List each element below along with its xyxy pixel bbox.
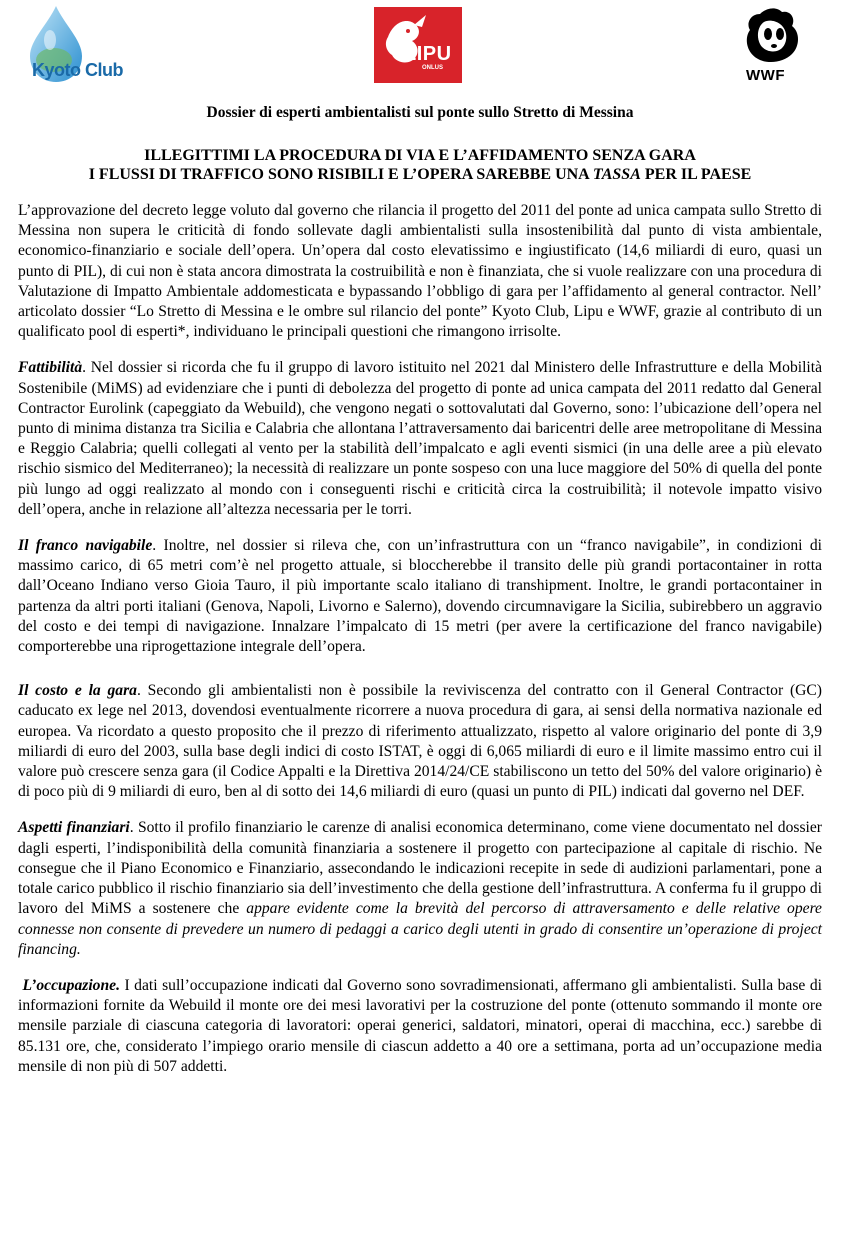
- lipu-onlus-label: ONLUS: [422, 65, 443, 71]
- headline-line-2-prefix: I FLUSSI DI TRAFFICO SONO RISIBILI E L’OPERA SAREBBE UNA: [88, 166, 593, 183]
- section-text: . Sotto il profilo finanziario le carenze di analisi economica determinano, come viene documentato nel dossier dagli esperti, l’indisponibilità della comunità finanziaria a sostenere il progetto con partecipazione al capitale di rischio. Ne consegue che il Piano Economico e Finanziario, assecondando le indicazioni recepite in sede di audizioni parlamentari, pone a totale carico pubblico il rischio finanziario sia dell’investimento che della gestione dell’infrastruttura. A conferma fu il gruppo di lavoro del MiMS a sostenere che: [18, 819, 822, 918]
- section-text: I dati sull’occupazione indicati dal Governo sono sovradimensionati, affermano gli ambientalisti. Sulla base di informazioni fornite da Webuild il monte ore dei mesi lavorativi per la costruzione del ponte (ottenuto sommando il monte ore mensile parziale di ciascuna categoria di lavoratori: operai generici, saldatori, minatori, operai di macchina, ecc.) sarebbe di 85.131 ore, che, considerato l’impiego orario mensile di ciascun addetto a 40 ore a settimana, porta ad un’occupazione media mensile di non più di 507 addetti.: [18, 976, 822, 1075]
- headline-line-2-suffix: PER IL PAESE: [640, 166, 752, 183]
- section-text: . Secondo gli ambientalisti non è possibile la reviviscenza del contratto con il General Contractor (GC) caducato ex lege nel 2013, dovendosi eventualmente ricorrere a nuova procedura di gara, ai sensi della normativa nazionale ed europea. Va ricordato a questo proposito che il prezzo di riferimento attualizzato, rispetto al valore originario del ponte di 3,9 miliardi di euro del 2003, sulla base degli indici di costo ISTAT, è oggi di 6,065 miliardi di euro e il limite massimo entro cui il valore può crescere senza gara (il Codice Appalti e la Direttiva 2014/24/CE stabiliscono un tetto del 50% del valore originario) è di poco più di 9 miliardi di euro, ben al di sotto dei 14,6 miliardi di euro (quasi un punto di PIL) indicati dal governo nel DEF.: [18, 682, 822, 801]
- section-lead: Il costo e la gara: [18, 682, 137, 700]
- dossier-title: Dossier di esperti ambientalisti sul ponte sullo Stretto di Messina: [206, 104, 634, 121]
- section-fattibilita: [18, 358, 822, 520]
- headline-line-2-italic: TASSA: [592, 166, 641, 183]
- lipu-logo: [374, 7, 462, 83]
- section-costo-gara: [18, 681, 822, 802]
- headline-line-1: ILLEGITTIMI LA PROCEDURA DI VIA E L’AFFIDAMENTO SENZA GARA: [144, 147, 696, 164]
- panda-icon: [740, 4, 806, 66]
- wwf-wordmark: WWF: [746, 67, 785, 84]
- section-occupazione: [18, 976, 822, 1077]
- lipu-wordmark: LIPU: [404, 43, 452, 65]
- lipu-logo-background: [374, 7, 462, 83]
- section-italic-quote: appare evidente come la brevità del percorso di attraversamento e delle relative opere connesse non consente di prevedere un numero di pedaggi a carico degli utenti in grado di consentire un’operazione di project financing.: [18, 900, 822, 958]
- kyoto-club-wordmark: Kyoto Club: [32, 60, 123, 80]
- section-lead: Fattibilità: [18, 359, 83, 377]
- logo-bar: [0, 0, 866, 95]
- headline-line-2: [18, 165, 822, 184]
- section-lead: Aspetti finanziari: [18, 819, 130, 837]
- wwf-logo: [740, 4, 806, 84]
- document-body: [18, 104, 822, 1077]
- section-text: . Nel dossier si ricorda che fu il gruppo di lavoro istituito nel 2021 dal Ministero delle Infrastrutture e della Mobilità Sostenibile (MiMS) ad evidenziare che i punti di debolezza del progetto di ponte ad unica campata del 2011 redatto dal General Contractor Eurolink (capeggiato da Webuild), che vengono negati o sottovalutati dal Governo, sono: l’ubicazione dell’opera nel punto di minima distanza tra Sicilia e Calabria che allontana l’attraversamento dai baricentri delle aree metropolitane di Messina e Reggio Calabria; quelli collegati al vento per la stabilità dell’impalcato e agli eventi sismici (in una delle aree a più elevato rischio sismico del Mediterraneo); la necessità di realizzare un ponte sospeso con una luce maggiore del 50% di quella del ponte più lungo ad oggi realizzato al mondo con i conseguenti rischi e criticità circa la costruibilità; il notevole impatto visivo dell’opera, anche in relazione all’altezza necessaria per le torri.: [18, 359, 822, 518]
- section-lead: Il franco navigabile: [18, 537, 153, 555]
- kyoto-club-logo: [24, 4, 146, 84]
- section-aspetti-finanziari: [18, 818, 822, 959]
- section-text: . Inoltre, nel dossier si rileva che, con un’infrastruttura con un “franco navigabile”, in condizioni di massimo carico, di 65 metri com’è nel progetto attuale, si bloccherebbe il transito delle più grandi portacontainer in rotta dall’Oceano Indiano verso Gioia Tauro, il più importante scalo italiano di transhipment. Inoltre, le grandi portacontainer in partenza da altri porti italiani (Genova, Napoli, Livorno e Salerno), dovendo circumnavigare la Sicilia, subirebbero un aggravio del costo e dei tempi di navigazione. Innalzare l’impalcato di 15 metri (per avere la certificazione del franco navigabile) comporterebbe una riprogettazione integrale dell’opera.: [18, 537, 822, 656]
- section-franco-navigabile: [18, 536, 822, 657]
- intro-paragraph: L’approvazione del decreto legge voluto dal governo che rilancia il progetto del 2011 del ponte ad unica campata sullo Stretto di Messina non supera le criticità di fondo sollevate dagli ambientalisti sulla insostenibilità dal punto di vista ambientale, economico-finanziario e sociale dell’opera. Un’opera dal costo elevatissimo e ingiustificato (14,6 miliardi di euro, quasi un punto di PIL), di cui non è stata ancora dimostrata la costruibilità e non è finanziata, che si vuole realizzare con una procedura di Valutazione di Impatto Ambientale addomesticata e bypassando l’obbligo di gara per l’affidamento al general contractor. Nell’ articolato dossier “Lo Stretto di Messina e le ombre sul rilancio del ponte” Kyoto Club, Lipu e WWF, grazie al contributo di un qualificato pool di esperti*, individuano le principali questioni che rimangono irrisolte.: [18, 202, 822, 341]
- headline: [18, 146, 822, 184]
- section-lead: L’occupazione.: [22, 976, 120, 994]
